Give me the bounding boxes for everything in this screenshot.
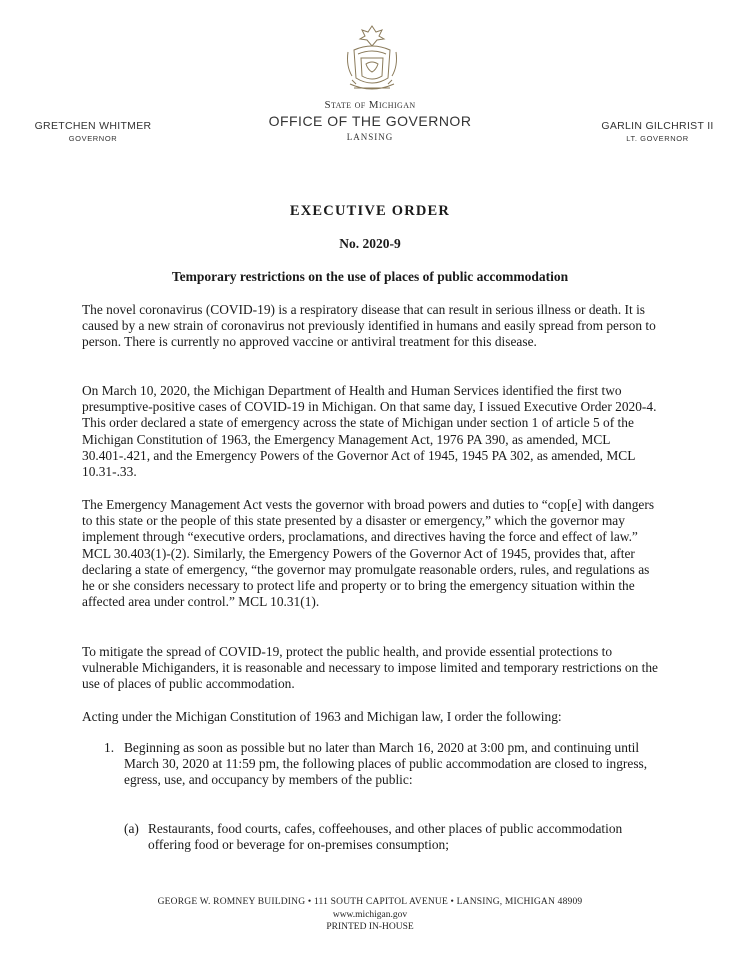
footer-address: GEORGE W. ROMNEY BUILDING • 111 SOUTH CAPITOL AVENUE • LANSING, MICHIGAN 48909 bbox=[157, 897, 583, 907]
lt-governor-block bbox=[590, 120, 725, 143]
list-item-number: 1. bbox=[104, 740, 115, 755]
order-subject: Temporary restrictions on the use of places of public accommodation bbox=[171, 269, 569, 284]
footer-printed: PRINTED IN-HOUSE bbox=[326, 922, 414, 932]
state-name: State of Michigan bbox=[324, 99, 416, 111]
office-block bbox=[220, 99, 520, 142]
sublist-item-label: (a) bbox=[124, 821, 139, 836]
governor-title: GOVERNOR bbox=[68, 134, 118, 143]
lt-governor-title: LT. GOVERNOR bbox=[626, 134, 689, 143]
footer-website: www.michigan.gov bbox=[332, 910, 408, 920]
michigan-state-seal-icon bbox=[342, 22, 402, 100]
lt-governor-name: GARLIN GILCHRIST II bbox=[601, 120, 714, 132]
paragraph-mitigation: To mitigate the spread of COVID-19, protect the public health, and provide essential protections to vulnerable Michiganders, it is reasonable and necessary to impose limited and temporary restrictions on the use of places of public accommodation. bbox=[82, 644, 658, 692]
governor-name: GRETCHEN WHITMER bbox=[34, 120, 152, 132]
order-number: No. 2020-9 bbox=[339, 236, 401, 251]
paragraph-emergency-declaration: On March 10, 2020, the Michigan Department of Health and Human Services identified the first two presumptive-positive cases of COVID-19 in Michigan. On that same day, I issued Executive Order 2020-4. This order declared a state of emergency across the state of Michigan under section 1 of article 5 of the Michigan Constitution of 1963, the Emergency Management Act, 1976 PA 390, as amended, MCL 30.401-.421, and the Emergency Powers of the Governor Act of 1945, 1945 PA 302, as amended, MCL 10.31-.33. bbox=[82, 383, 657, 480]
order-title: EXECUTIVE ORDER bbox=[289, 203, 451, 219]
governor-block bbox=[28, 120, 158, 143]
paragraph-order-preamble: Acting under the Michigan Constitution of 1963 and Michigan law, I order the following: bbox=[82, 709, 562, 724]
list-item-text: Beginning as soon as possible but no later than March 16, 2020 at 3:00 pm, and continuing until March 30, 2020 at 11:59 pm, the following places of public accommodation are closed to ingress, egress, use, and occupancy by members of the public: bbox=[124, 740, 648, 788]
sublist-item-text: Restaurants, food courts, cafes, coffeehouses, and other places of public accommodation offering food or beverage for on-premises consumption; bbox=[148, 821, 623, 853]
office-city: LANSING bbox=[346, 132, 394, 142]
office-name: OFFICE OF THE GOVERNOR bbox=[268, 113, 472, 129]
paragraph-intro: The novel coronavirus (COVID-19) is a respiratory disease that can result in serious illness or death. It is caused by a new strain of coronavirus not previously identified in humans and easily spread from person to person. There is currently no approved vaccine or antiviral treatment for this disease. bbox=[82, 302, 656, 350]
paragraph-emergency-powers: The Emergency Management Act vests the governor with broad powers and duties to “cop[e] with dangers to this state or the people of this state presented by a disaster or emergency,” which the governor may implement through “executive orders, proclamations, and directives having the force and effect of law.” MCL 30.403(1)-(2). Similarly, the Emergency Powers of the Governor Act of 1945, provides that, after declaring a state of emergency, “the governor may promulgate reasonable orders, rules, and regulations as he or she considers necessary to protect life and property or to bring the emergency situation within the affected area under control.” MCL 10.31(1). bbox=[82, 497, 655, 610]
